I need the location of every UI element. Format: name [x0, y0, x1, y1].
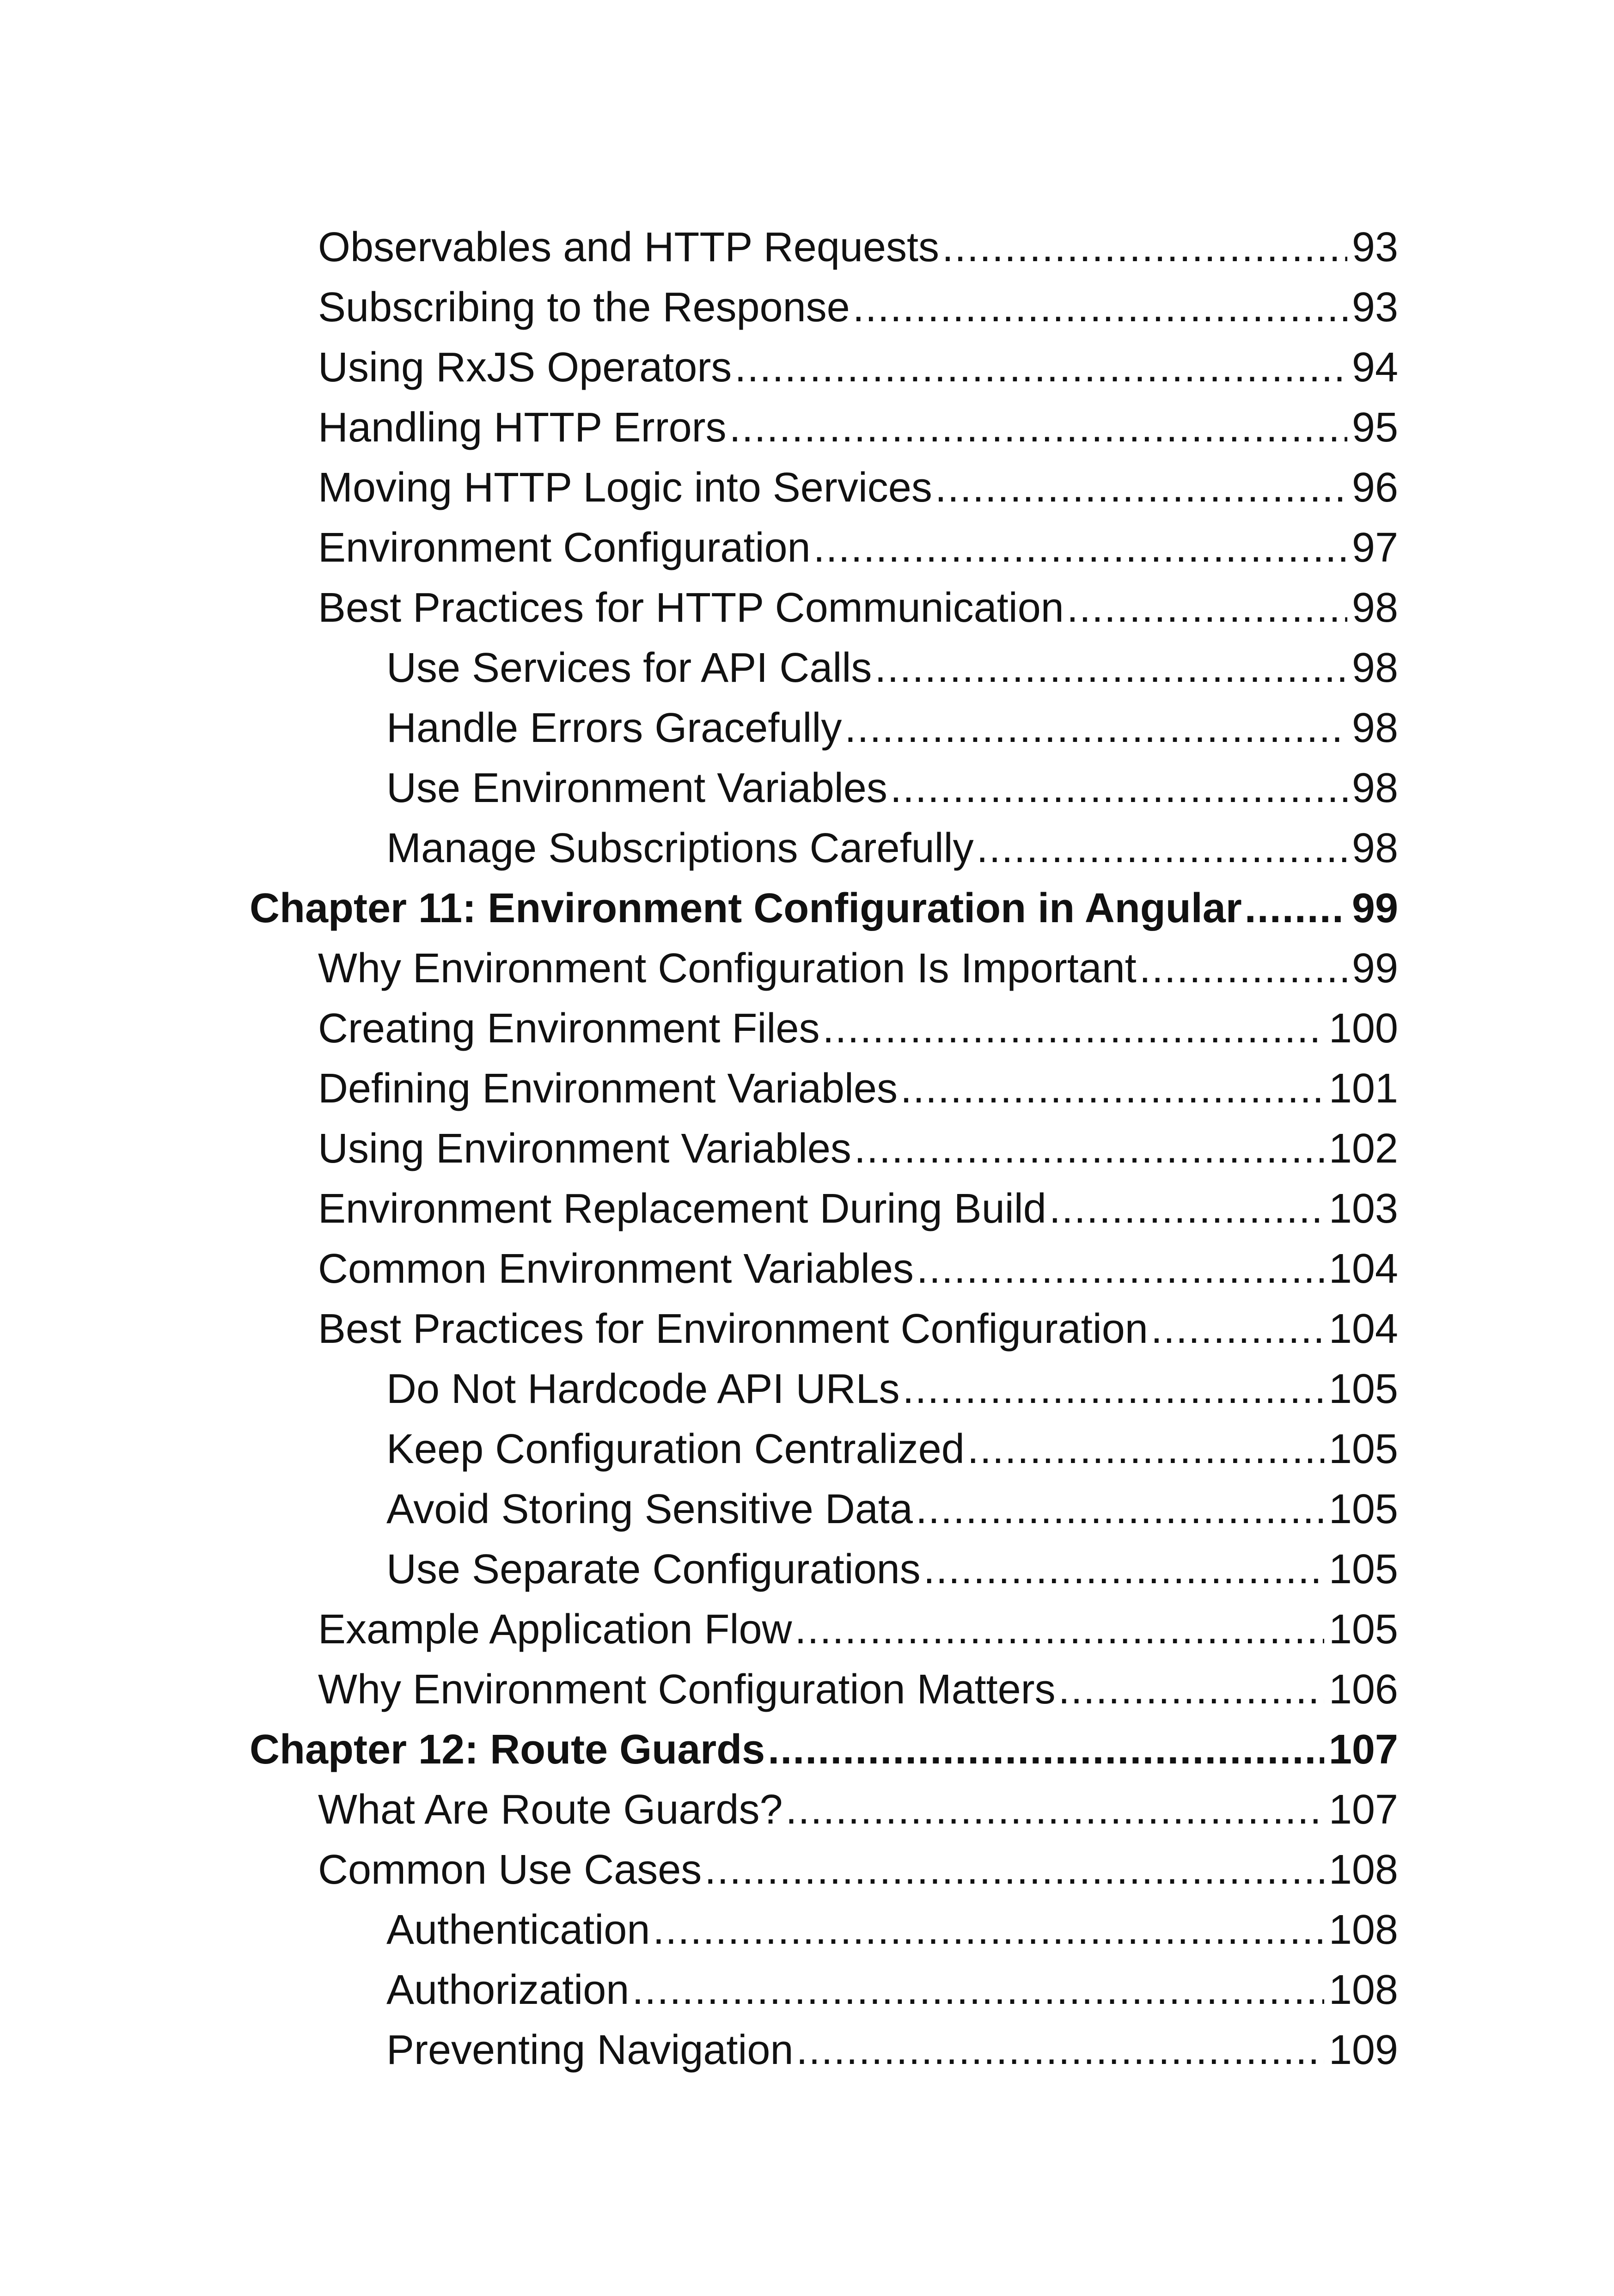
toc-dot-leader — [734, 337, 1347, 398]
toc-entry-page-number: 105 — [1328, 1366, 1398, 1412]
toc-entry[interactable] — [250, 1599, 1398, 1659]
toc-entry-title: Handling HTTP Errors — [318, 404, 727, 451]
toc-entry[interactable] — [250, 758, 1398, 818]
toc-entry-title: Avoid Storing Sensitive Data — [386, 1486, 913, 1532]
toc-entry[interactable] — [250, 638, 1398, 698]
toc-dot-leader — [653, 1900, 1324, 1960]
toc-entry-page-number: 107 — [1328, 1787, 1398, 1833]
toc-entry[interactable] — [250, 337, 1398, 398]
toc-entry-title: Using Environment Variables — [318, 1126, 851, 1172]
toc-entry[interactable] — [250, 1960, 1398, 2020]
toc-entry-title: Keep Configuration Centralized — [386, 1426, 965, 1472]
toc-dot-leader — [813, 518, 1347, 578]
toc-dot-leader — [923, 1539, 1324, 1599]
toc-entry-page-number: 108 — [1328, 1847, 1398, 1893]
toc-dot-leader — [1067, 578, 1347, 638]
toc-entry[interactable] — [250, 398, 1398, 458]
toc-entry[interactable] — [250, 1179, 1398, 1239]
toc-entry-page-number: 97 — [1351, 525, 1398, 571]
toc-entry-title: Manage Subscriptions Carefully — [386, 825, 974, 871]
toc-entry[interactable] — [250, 458, 1398, 518]
toc-entry[interactable] — [250, 1659, 1398, 1720]
toc-dot-leader — [942, 217, 1347, 277]
toc-entry[interactable] — [250, 938, 1398, 998]
toc-entry[interactable] — [250, 698, 1398, 758]
toc-entry-page-number: 98 — [1351, 705, 1398, 751]
toc-entry-page-number: 93 — [1351, 224, 1398, 270]
toc-dot-leader — [854, 1119, 1324, 1179]
toc-entry-page-number: 99 — [1351, 945, 1398, 992]
toc-entry[interactable] — [250, 998, 1398, 1059]
toc-entry-page-number: 98 — [1351, 645, 1398, 691]
toc-entry[interactable] — [250, 1840, 1398, 1900]
toc-entry-title: Best Practices for HTTP Communication — [318, 585, 1064, 631]
toc-dot-leader — [796, 2020, 1324, 2080]
toc-entry-page-number: 102 — [1328, 1126, 1398, 1172]
toc-entry-title: Subscribing to the Response — [318, 284, 850, 331]
toc-entry-title: Authorization — [386, 1967, 630, 2013]
toc-dot-leader — [704, 1840, 1324, 1900]
toc-dot-leader — [768, 1720, 1324, 1780]
toc-entry-title: Do Not Hardcode API URLs — [386, 1366, 900, 1412]
toc-entry-page-number: 105 — [1328, 1546, 1398, 1592]
toc-dot-leader — [822, 998, 1324, 1059]
toc-dot-leader — [1151, 1299, 1324, 1359]
toc-entry-page-number: 98 — [1351, 765, 1398, 811]
toc-dot-leader — [890, 758, 1347, 818]
toc-entry[interactable] — [250, 1299, 1398, 1359]
toc-entry-page-number: 108 — [1328, 1907, 1398, 1953]
toc-entry-title: Best Practices for Environment Configuration — [318, 1306, 1148, 1352]
toc-entry-page-number: 106 — [1328, 1666, 1398, 1713]
toc-chapter-entry[interactable] — [250, 878, 1398, 938]
toc-dot-leader — [795, 1599, 1324, 1659]
toc-dot-leader — [1049, 1179, 1324, 1239]
toc-dot-leader — [977, 818, 1347, 878]
toc-entry[interactable] — [250, 1900, 1398, 1960]
toc-entry[interactable] — [250, 518, 1398, 578]
table-of-contents — [250, 217, 1398, 2080]
toc-entry-page-number: 99 — [1351, 885, 1398, 931]
toc-entry[interactable] — [250, 2020, 1398, 2080]
toc-dot-leader — [1245, 878, 1347, 938]
toc-entry[interactable] — [250, 1780, 1398, 1840]
toc-dot-leader — [967, 1419, 1324, 1479]
toc-entry-page-number: 96 — [1351, 465, 1398, 511]
toc-dot-leader — [844, 698, 1347, 758]
toc-entry-title: Moving HTTP Logic into Services — [318, 465, 932, 511]
toc-dot-leader — [900, 1059, 1324, 1119]
toc-entry-page-number: 104 — [1328, 1246, 1398, 1292]
toc-entry[interactable] — [250, 1359, 1398, 1419]
toc-entry[interactable] — [250, 217, 1398, 277]
toc-entry-title: Authentication — [386, 1907, 650, 1953]
toc-dot-leader — [874, 638, 1347, 698]
toc-entry-title: Why Environment Configuration Is Important — [318, 945, 1137, 992]
toc-entry-title: Using RxJS Operators — [318, 344, 732, 391]
toc-entry[interactable] — [250, 277, 1398, 337]
toc-entry-title: Common Use Cases — [318, 1847, 702, 1893]
toc-chapter-entry[interactable] — [250, 1720, 1398, 1780]
toc-entry[interactable] — [250, 1239, 1398, 1299]
toc-entry-page-number: 98 — [1351, 825, 1398, 871]
toc-entry[interactable] — [250, 578, 1398, 638]
toc-entry[interactable] — [250, 1479, 1398, 1539]
toc-entry[interactable] — [250, 1119, 1398, 1179]
toc-entry-title: Handle Errors Gracefully — [386, 705, 842, 751]
toc-dot-leader — [916, 1479, 1324, 1539]
toc-entry-title: Use Environment Variables — [386, 765, 887, 811]
toc-entry-title: Environment Replacement During Build — [318, 1186, 1046, 1232]
toc-entry-title: Chapter 11: Environment Configuration in Angular — [250, 885, 1242, 931]
toc-dot-leader — [903, 1359, 1324, 1419]
toc-entry-page-number: 107 — [1328, 1727, 1398, 1773]
toc-dot-leader — [786, 1780, 1324, 1840]
toc-entry-title: Chapter 12: Route Guards — [250, 1727, 765, 1773]
toc-entry-page-number: 103 — [1328, 1186, 1398, 1232]
toc-entry[interactable] — [250, 818, 1398, 878]
toc-entry-title: Common Environment Variables — [318, 1246, 914, 1292]
toc-entry-page-number: 101 — [1328, 1065, 1398, 1112]
toc-entry-title: What Are Route Guards? — [318, 1787, 783, 1833]
toc-dot-leader — [1058, 1659, 1324, 1720]
toc-entry-page-number: 95 — [1351, 404, 1398, 451]
toc-entry-page-number: 104 — [1328, 1306, 1398, 1352]
toc-entry[interactable] — [250, 1539, 1398, 1599]
toc-entry-page-number: 105 — [1328, 1486, 1398, 1532]
toc-entry-page-number: 105 — [1328, 1606, 1398, 1653]
toc-entry-title: Defining Environment Variables — [318, 1065, 898, 1112]
toc-entry-page-number: 109 — [1328, 2027, 1398, 2073]
toc-entry-title: Environment Configuration — [318, 525, 811, 571]
toc-entry-title: Preventing Navigation — [386, 2027, 794, 2073]
toc-entry-title: Use Services for API Calls — [386, 645, 872, 691]
toc-entry-page-number: 100 — [1328, 1005, 1398, 1052]
toc-entry[interactable] — [250, 1419, 1398, 1479]
toc-entry-page-number: 94 — [1351, 344, 1398, 391]
toc-dot-leader — [1139, 938, 1347, 998]
toc-entry-title: Example Application Flow — [318, 1606, 792, 1653]
toc-entry-title: Why Environment Configuration Matters — [318, 1666, 1056, 1713]
toc-entry[interactable] — [250, 1059, 1398, 1119]
toc-entry-title: Use Separate Configurations — [386, 1546, 921, 1592]
toc-entry-title: Creating Environment Files — [318, 1005, 820, 1052]
toc-entry-page-number: 105 — [1328, 1426, 1398, 1472]
toc-entry-page-number: 93 — [1351, 284, 1398, 331]
toc-entry-page-number: 108 — [1328, 1967, 1398, 2013]
toc-entry-page-number: 98 — [1351, 585, 1398, 631]
toc-dot-leader — [632, 1960, 1324, 2020]
toc-dot-leader — [917, 1239, 1324, 1299]
toc-dot-leader — [853, 277, 1347, 337]
toc-dot-leader — [935, 458, 1347, 518]
toc-entry-title: Observables and HTTP Requests — [318, 224, 939, 270]
toc-dot-leader — [729, 398, 1347, 458]
